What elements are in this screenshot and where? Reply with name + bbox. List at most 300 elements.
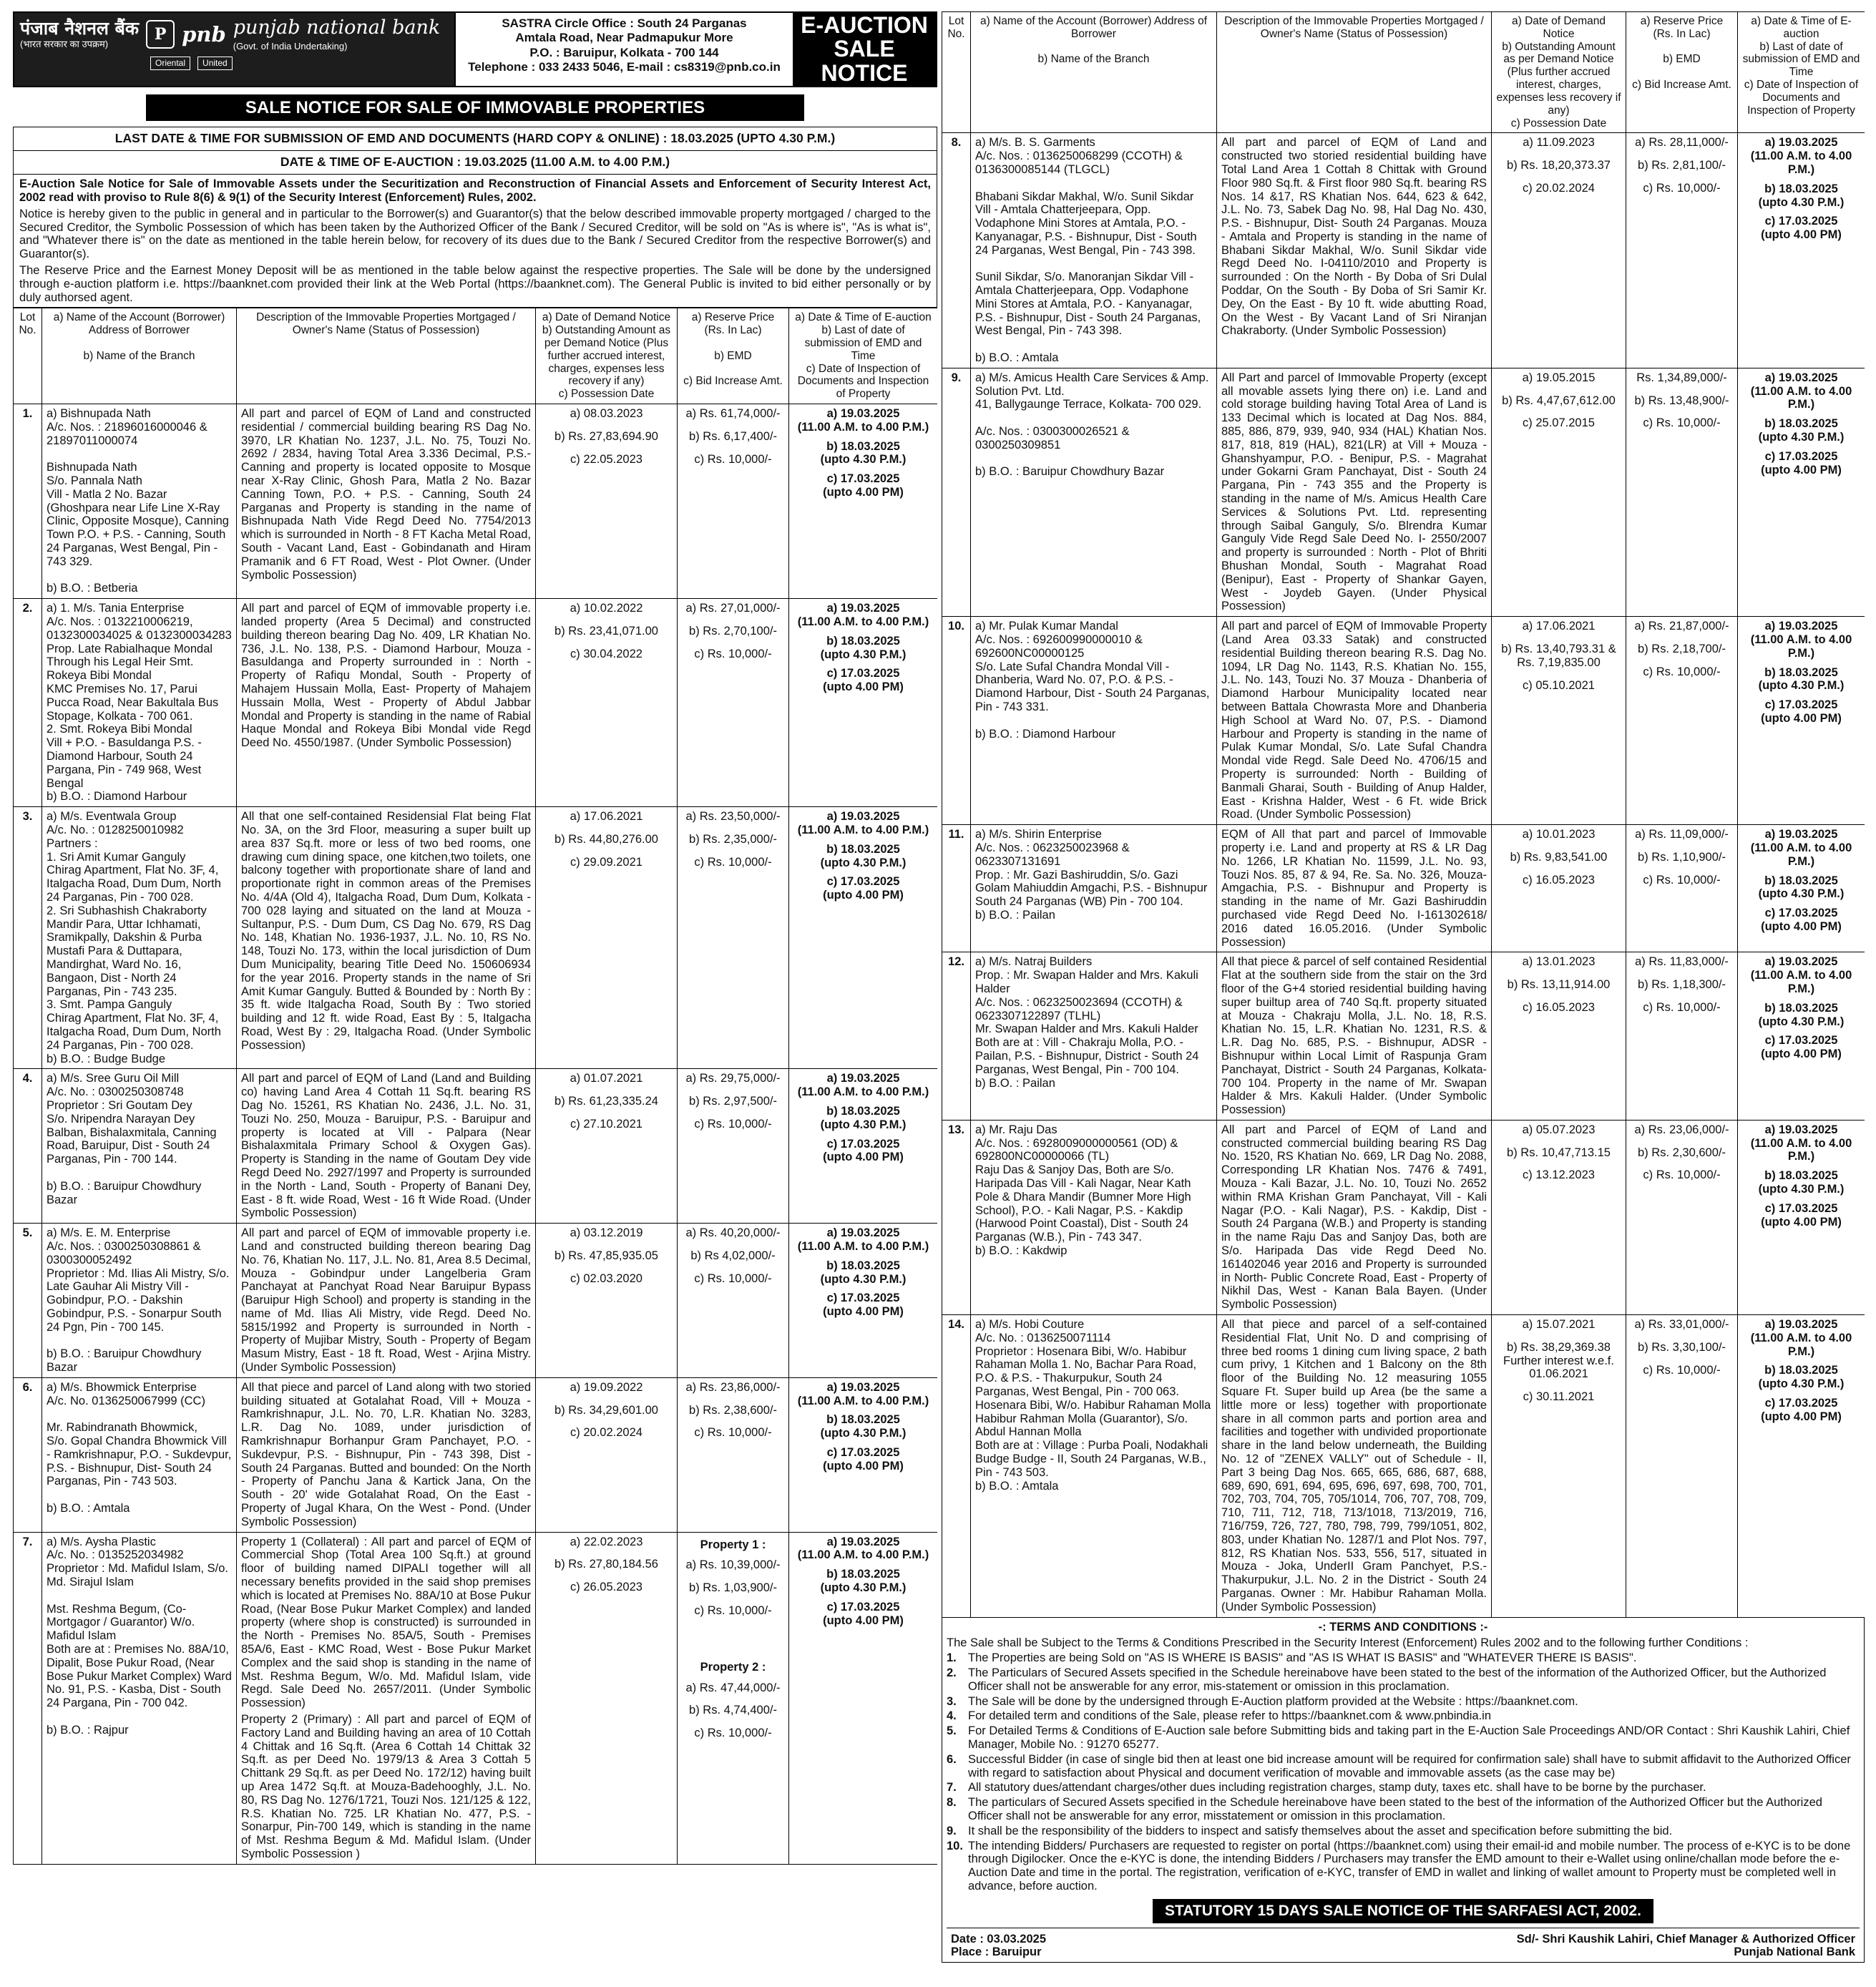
bank-tagline-hindi: (भारत सरकार का उपक्रम) <box>20 38 109 49</box>
outstanding-amount: b) Rs. 9,83,541.00 <box>1510 850 1608 864</box>
demand-date: a) 10.01.2023 <box>1522 828 1596 841</box>
terms-text: The Particulars of Secured Assets specified in the Schedule hereinabove have been stated to the best of the information of the Authorized Officer, but the Authorized Officer shall not be answerable for any error, mis-statement or omission in this proclamation. <box>968 1666 1827 1693</box>
inspection-time: (upto 4.00 PM) <box>823 889 904 902</box>
auction-time: (11.00 A.M. to 4.00 P.M.) <box>797 824 929 836</box>
demand-cell <box>1492 133 1626 368</box>
emd: b) Rs. 13,48,900/- <box>1634 394 1729 407</box>
col-auction: a) Date & Time of E-auction b) Last of date of submission of EMD and Time c) Date of Inspection of Documents and Inspection of Property <box>1738 12 1865 133</box>
emd: b) Rs. 1,18,300/- <box>1638 978 1726 992</box>
notice-header <box>13 11 937 87</box>
description-cell: All that piece and parcel of a self-contained Residential Flat, Unit No. D and comprising of three bed rooms 1 dining cum living space, 2 bath cum privy, 1 Kitchen and 1 Balcony on the 8th floor of the Building No. 12 measuring 1055 Square Ft. Super build up Area (be the same a little more or less) together with proportionate share in all common parts and portion area and facilities and together with undivided proportionate share in the land below underneath, the Building No. 12 of "ZENEX VALLY" out of Schedule - II, Part 3 being Dag Nos. 665, 665, 686, 687, 688, 689, 690, 691, 694, 695, 696, 697, 698, 700, 701, 702, 703, 704, 705, 705/1014, 706, 707, 708, 709, 710, 711, 712, 718, 713/1018, 713/2019, 716, 716/759, 726, 727, 780, 798, 799, 799/1051, 802, 803, under Khatian No. 1287/1 and Plot Nos. 797, 812, RS Khatian Nos. 533, 556, 517, situated in Mouza - Joka, UnderII Gram Panchyet, P.S.- Thakurpukur, J.L. No. 2 in the District - South 24 Parganas. Owner : Mr. Habibur Rahaman Molla. (Under Symbolic Possession) <box>1217 1315 1492 1618</box>
account-cell: a) M/s. Shirin Enterprise A/c. Nos. : 0623250023968 & 0623307131691 Prop. : Mr. Gazi Bashiruddin, S/o. Gazi Golam Mahiuddin Amgachi, P.S. - Bishnupur South 24 Parganas (WB) Pin - 700 104. b) B.O. : Pailan <box>971 825 1217 952</box>
demand-date: a) 19.09.2022 <box>570 1380 643 1394</box>
auction-date: a) 19.03.2025 <box>826 407 900 421</box>
terms-item <box>947 1709 1860 1723</box>
bid-increase: c) Rs. 10,000/- <box>694 1271 772 1285</box>
col-lot: Lot No. <box>14 308 42 404</box>
outstanding-amount: b) Rs. 38,29,369.38 Further interest w.e.f. 01.06.2021 <box>1503 1340 1614 1381</box>
auction-cell <box>1738 825 1865 952</box>
auction-date: a) 19.03.2025 <box>826 1072 900 1085</box>
circle-office-address <box>454 13 793 86</box>
emd-last-time: (upto 4.30 P.M.) <box>1758 1183 1845 1196</box>
demand-date: a) 17.06.2021 <box>1522 620 1596 633</box>
auction-date: a) 19.03.2025 <box>1764 371 1838 384</box>
reserve-cell <box>678 807 789 1069</box>
lot-number: 12. <box>942 952 971 1121</box>
lot-number: 8. <box>942 133 971 368</box>
col-auction: a) Date & Time of E-auction b) Last of date of submission of EMD and Time c) Date of Inspection of Documents and Inspection of Property <box>789 308 938 404</box>
emd-last-date: b) 18.03.2025 <box>826 634 900 648</box>
demand-cell <box>536 404 678 599</box>
terms-text: The particulars of Secured Assets specified in the Schedule hereinabove have been stated to the best of the information of the Authorized Officer but the Authorized Officer shall not be answerable for any error, misstatement or omission in this proclamation. <box>968 1796 1822 1822</box>
right-column <box>942 11 1865 1976</box>
auction-cell <box>1738 1120 1865 1314</box>
reserve-price: a) Rs. 28,11,000/- <box>1635 136 1729 150</box>
terms-item <box>947 1651 1860 1665</box>
bank-name-english: punjab national bank <box>233 16 441 39</box>
lot-number: 5. <box>14 1224 42 1378</box>
table-row <box>942 1315 1865 1618</box>
emd-last-date: b) 18.03.2025 <box>1764 665 1838 679</box>
inspection-date: c) 17.03.2025 <box>826 472 900 486</box>
emd-last-date: b) 18.03.2025 <box>826 439 900 453</box>
demand-cell <box>1492 1120 1626 1314</box>
emd-last-time: (upto 4.30 P.M.) <box>1758 887 1845 901</box>
auction-time: (11.00 A.M. to 4.00 P.M.) <box>1750 1331 1852 1358</box>
inspection-time: (upto 4.00 PM) <box>1761 919 1842 933</box>
lot-number: 11. <box>942 825 971 952</box>
inspection-time: (upto 4.00 PM) <box>823 1305 904 1319</box>
lots-body-left <box>14 404 938 1533</box>
emd-last-date: b) 18.03.2025 <box>1764 182 1838 195</box>
auction-cell <box>789 807 938 1069</box>
col-description: Description of the Immovable Properties Mortgaged / Owner's Name (Status of Possession) <box>1217 12 1492 133</box>
terms-text: All statutory dues/attendant charges/other dues including registration charges, stamp duty, taxes etc. shall have to be borne by the purchaser. <box>968 1781 1706 1795</box>
inspection-date: c) 17.03.2025 <box>1764 1201 1838 1215</box>
demand-date: a) 05.07.2023 <box>1522 1123 1596 1136</box>
auction-time: (11.00 A.M. to 4.00 P.M.) <box>797 1239 929 1253</box>
possession-date: c) 29.09.2021 <box>570 855 643 869</box>
emd-last-time: (upto 4.30 P.M.) <box>820 856 907 869</box>
emd: b) Rs. 2,38,600/- <box>689 1403 777 1417</box>
auction-time: (11.00 A.M. to 4.00 P.M.) <box>1750 384 1852 411</box>
terms-number: 4. <box>947 1709 957 1723</box>
demand-cell <box>536 807 678 1069</box>
description-cell: All that one self-contained Residensial Flat being Flat No. 3A, on the 3rd Floor, measuring a super built up area 837 Sq.ft. more or less of two bed rooms, one drawing cum dining space, one kitchen,two toilets, one balcony together with proportionate share of land and proportionate right in common areas of the Premises No. 4/4A (Old 4), Italgacha Road, Dum Dum, Kolkata - 700 028 laying and situated on the land at Mouza - Sultanpur, P.S. - Dum Dum, CS Dag No. 679, RS Dag No. 148, Khatian No. 1936-1937, J.L. No. 10, RS No. 148, Touzi No. 173, within the local jurisdiction of Dum Dum Municipality, bearing Title Deed No. 150606934 for the year 2016. Property stands in the name of Sri Amit Kumar Ganguly. Butted & Bounded by : North By : 35 ft. wide Italgacha Road, South By : Two storied building and 12 ft. wide Road, East By : 5, Italgacha Road, West By : 29, Italgacha Road. (Under Symbolic Possession) <box>237 807 536 1069</box>
table-row <box>14 404 938 599</box>
lots-table-left <box>13 308 937 1864</box>
bid-increase: c) Rs. 10,000/- <box>1643 181 1721 195</box>
emd-last-time: (upto 4.30 P.M.) <box>1758 679 1845 693</box>
auction-date: a) 19.03.2025 <box>826 1226 900 1240</box>
outstanding-amount: b) Rs. 34,29,601.00 <box>555 1403 658 1417</box>
demand-cell <box>536 1377 678 1532</box>
description-cell: All part and Parcel of EQM of Land and constructed commercial building bearing RS Dag No. 1520, RS Khatian No. 669, LR Dag No. 2088, Corresponding LR Khatian Nos. 7476 & 7491, Mouza - Kali Bazar, J.L. No. 10, Touzi No. 2652 within RMA Krishan Gram Panchayat, Vill - Kali Nagar (P.O. - Kali Nagar), P.S. - Kakdip, Dist - South 24 Pargana (W.B.) and Property is standing in the name Raju Das and Sanjoy Das, both are S/o. Haripada Das vide Regd Deed No. 161402046 year 2016 and Property is surrounded in North- Public Concrete Road, East - Property of Nikhil Das, West - Kanan Bala Bayen. (Under Symbolic Possession) <box>1217 1120 1492 1314</box>
auction-cell <box>1738 617 1865 825</box>
bid-increase: c) Rs. 10,000/- <box>694 1426 772 1440</box>
left-column <box>13 11 937 1976</box>
terms-text: The Properties are being Sold on "AS IS WHERE IS BASIS" and "AS IS WHAT IS BASIS" and "WHATEVER THERE IS BASIS". <box>968 1651 1637 1665</box>
reserve-price: Rs. 1,34,89,000/- <box>1636 371 1727 384</box>
auction-date: a) 19.03.2025 <box>826 810 900 824</box>
table-row <box>14 1532 938 1864</box>
inspection-time: (upto 4.00 PM) <box>823 1613 904 1627</box>
terms-item <box>947 1781 1860 1795</box>
reserve-cell <box>1626 952 1738 1121</box>
reserve-price: a) Rs. 40,20,000/- <box>685 1226 781 1240</box>
notice-date: Date : 03.03.2025 <box>951 1932 1047 1945</box>
demand-date: a) 08.03.2023 <box>570 407 643 421</box>
auction-date: a) 19.03.2025 <box>1764 136 1838 150</box>
emd-last-time: (upto 4.30 P.M.) <box>820 1427 907 1440</box>
inspection-date: c) 17.03.2025 <box>1764 1397 1838 1410</box>
account-cell: a) M/s. B. S. Garments A/c. Nos. : 0136250068299 (CCOTH) & 0136300085144 (TLGCL) Bhabani Sikdar Makhal, W/o. Sunil Sikdar Vill - Amtala Chatterjeepara, Opp. Vodaphone Mini Stores at Amtala, P.O. - Kanyanagar, P.S. - Bishnupur, Dist - South 24 Parganas, West Bengal, Pin - 743 398. Sunil Sikdar, S/o. Manoranjan Sikdar Vill - Amtala Chatterjeepara, Opp. Vodaphone Mini Stores at Amtala, P.O. - Kanyanagar, P.S. - Bishnupur, Dist - South 24 Parganas, West Bengal, Pin - 743 398. b) B.O. : Amtala <box>971 133 1217 368</box>
notice-intro <box>13 127 937 308</box>
sale-notice-title: SALE NOTICE FOR SALE OF IMMOVABLE PROPERTIES <box>146 94 804 121</box>
property-2-label: Property 2 : <box>700 1660 766 1674</box>
terms-item <box>947 1825 1860 1838</box>
emd-last-date: b) 18.03.2025 <box>826 842 900 856</box>
description-cell: All part and parcel of EQM of immovable property i.e. landed property (Area 5 Decimal) and constructed building thereon bearing Dag No. 409, LR Khatian No. 736, J.L. No. 138, P.S. - Diamond Harbour, Mouza - Basuldanga and Property surrounded in : North - Property of Rafiqu Mondal, South - Property of Mahajem Hussain Molla, East- Property of Mahajem Hussain Molla, West - Property of Abdul Jabbar Mondal and Property is standing in the name of Rabial Haque Mondal and Rokeya Bibi Mondal vide Regd Deed No. 4550/1987. (Under Symbolic Possession) <box>237 599 536 807</box>
description-cell: All part and parcel of EQM of Land (Land and Building co) having Land Area 4 Cottah 11 Sq.ft. bearing RS Dag No. 15261, RS Khatian No. 2436, J.L. No. 31, Touzi No. 250, Mouza - Baruipur, P.S. - Baruipur and property is located at Vill - Palpara (Near Bishalaxmitala Primary School & Oxygen Gas). Property is Standing in the name of Goutam Dey vide Regd Deed No. 2927/1997 and Property is surrounded in the North - Land, South - Property of Banani Dey, East - 8 ft. wide Road, West - 16 ft Wide Road. (Under Symbolic Possession) <box>237 1069 536 1224</box>
inspection-date: c) 17.03.2025 <box>826 1446 900 1460</box>
demand-cell <box>1492 825 1626 952</box>
bank-logo-block <box>14 13 454 86</box>
reserve-cell <box>1626 825 1738 952</box>
demand-date: a) 10.02.2022 <box>570 602 643 615</box>
terms-list <box>947 1651 1860 1893</box>
emd: b) Rs. 2,70,100/- <box>689 625 777 638</box>
table-row <box>942 1120 1865 1314</box>
description-cell: All part and parcel of EQM of immovable property i.e. Land and constructed building thereon bearing Dag No. 76, Khatian No. 117, J.L. No. 81, Area 8.5 Decimal, Mouza - Gobindpur under Langelberia Gram Panchayat at Panchyat Road Near Baruipur Bypass (Baruipur High School) and property is standing in the name of Md. Ilias Ali Mistry, vide Regd. Deed No. 5815/1992 and Property is surrounded in North - Property of Mujibar Mistry, South - Property of Begam Masum Mistry, East - 18 ft. Road, West - Arjina Mistry. (Under Symbolic Possession) <box>237 1224 536 1378</box>
terms-intro: The Sale shall be Subject to the Terms & Conditions Prescribed in the Security Interest (Enforcement) Rules 2002 and to the following further Conditions : <box>947 1636 1749 1650</box>
reserve-cell <box>678 599 789 807</box>
emd-last-date: b) 18.03.2025 <box>826 1259 900 1272</box>
inspection-time: (upto 4.00 PM) <box>1761 1048 1842 1061</box>
inspection-date: c) 17.03.2025 <box>1764 698 1838 712</box>
bid-increase: c) Rs. 10,000/- <box>694 1604 772 1618</box>
emd-last-time: (upto 4.30 P.M.) <box>820 1581 907 1595</box>
lots-body-right <box>942 133 1865 1617</box>
auction-cell <box>1738 368 1865 616</box>
possession-date: c) 22.05.2023 <box>570 452 643 466</box>
demand-cell <box>1492 617 1626 825</box>
emd: b) Rs. 6,17,400/- <box>689 429 777 443</box>
lot-number: 13. <box>942 1120 971 1314</box>
intro-paragraph: The Reserve Price and the Earnest Money Deposit will be as mentioned in the table below against the respective properties. The Sale will be done by the undersigned through e-auction platform i.e. https://baanknet.com provided their link at the Web Portal (https://baanknet.com). The General Public is invited to bid either personally or by duly authorsed agent. <box>19 264 931 304</box>
demand-cell <box>1492 368 1626 616</box>
emd-last-time: (upto 4.30 P.M.) <box>820 648 907 661</box>
emd-last-time: (upto 4.30 P.M.) <box>820 1118 907 1131</box>
auction-cell <box>789 404 938 599</box>
lot-number: 4. <box>14 1069 42 1224</box>
auction-time: (11.00 A.M. to 4.00 P.M.) <box>797 1085 929 1099</box>
terms-text: Successful Bidder (in case of single bid then at least one bid increase amount will be required for confirmation sale) shall have to submit affidavit to the Authorized Officer with regard to satisfaction about Physical and document verification of movable and immovable assets (as the case may be) <box>968 1752 1851 1779</box>
terms-text: It shall be the responsibility of the bidders to inspect and satisfy themselves about the asset and specification before submitting the bid. <box>968 1824 1673 1837</box>
emd: b) Rs. 2,97,500/- <box>689 1095 777 1108</box>
intro-paragraph: Notice is hereby given to the public in general and in particular to the Borrower(s) and Guarantor(s) that the below described immovable property mortgaged / charged to the Secured Creditor, the Symbolic Possession of which has been taken by the Authorized Officer of the Bank / Secured Creditor, will be sold on "As is where is", "As is what is", and "Whatever there is" on the date as mentioned in the table herein below, for recovery of its dues due to the Bank / Secured Creditor from the respective Borrower(s) and Guarantor(s). <box>19 207 931 261</box>
reserve-cell <box>678 1532 789 1864</box>
lots-table-right <box>942 11 1865 1618</box>
demand-date: a) 11.09.2023 <box>1523 136 1595 150</box>
reserve-cell <box>678 404 789 599</box>
account-cell: a) M/s. Natraj Builders Prop. : Mr. Swapan Halder and Mrs. Kakuli Halder A/c. Nos. : 0623250023694 (CCOTH) & 0623307122897 (TLHL) Mr. Swapan Halder and Mrs. Kakuli Halder Both are at : Vill - Chakraju Molla, P.O. - Pailan, P.S. - Bishnupur, District - South 24 Parganas, West Bengal, Pin - 700 104. b) B.O. : Pailan <box>971 952 1217 1121</box>
outstanding-amount: b) Rs. 4,47,67,612.00 <box>1502 394 1616 407</box>
inspection-time: (upto 4.00 PM) <box>823 1151 904 1164</box>
bid-increase: c) Rs. 10,000/- <box>1643 873 1721 887</box>
emd: b) Rs. 2,35,000/- <box>689 833 777 846</box>
col-demand: a) Date of Demand Notice b) Outstanding Amount as per Demand Notice (Plus further accrued interest, charges, expenses less recovery if any) c) Possession Date <box>1492 12 1626 133</box>
emd-last-time: (upto 4.30 P.M.) <box>820 1272 907 1286</box>
reserve-cell <box>678 1377 789 1532</box>
signatory: Sd/- Shri Kaushik Lahiri, Chief Manager & Authorized Officer <box>1516 1932 1855 1945</box>
demand-cell <box>536 1224 678 1378</box>
signature-block <box>947 1928 1860 1960</box>
bid-increase: c) Rs. 10,000/- <box>1643 1168 1721 1182</box>
terms-number: 8. <box>947 1796 957 1810</box>
emd-last-date: b) 18.03.2025 <box>1764 874 1838 887</box>
inspection-time: (upto 4.00 PM) <box>1761 228 1842 242</box>
bid-increase: c) Rs. 10,000/- <box>1643 1363 1721 1377</box>
possession-date: c) 05.10.2021 <box>1523 678 1595 692</box>
terms-number: 6. <box>947 1752 957 1766</box>
terms-text: For detailed term and conditions of the Sale, please refer to https://baanknet.com & www.pnbindia.in <box>968 1709 1492 1723</box>
possession-date: c) 26.05.2023 <box>570 1581 643 1594</box>
outstanding-amount: b) Rs. 47,85,935.05 <box>555 1249 658 1262</box>
auction-time: (11.00 A.M. to 4.00 P.M.) <box>1750 150 1852 176</box>
oriental-logo: Oriental <box>150 57 190 71</box>
col-reserve: a) Reserve Price (Rs. In Lac) b) EMD c) Bid Increase Amt. <box>1626 12 1738 133</box>
auction-cell <box>789 599 938 807</box>
auction-time: (11.00 A.M. to 4.00 P.M.) <box>797 420 929 434</box>
outstanding-amount: b) Rs. 18,20,373.37 <box>1507 159 1611 172</box>
inspection-time: (upto 4.00 PM) <box>1761 1215 1842 1229</box>
emd-last-time: (upto 4.30 P.M.) <box>1758 195 1845 209</box>
account-cell: a) Mr. Pulak Kumar Mandal A/c. Nos. : 692600990000010 & 692600NC00000125 S/o. Late Sufal Chandra Mondal Vill - Dhanberia, Ward No. 07, P.O. & P.S. - Diamond Harbour, Dist - South 24 Parganas, Pin - 743 331. b) B.O. : Diamond Harbour <box>971 617 1217 825</box>
col-lot: Lot No. <box>942 12 971 133</box>
table-row <box>942 617 1865 825</box>
demand-date: a) 17.06.2021 <box>570 810 643 824</box>
emd-last-date: b) 18.03.2025 <box>826 1104 900 1118</box>
demand-date: a) 01.07.2021 <box>570 1072 643 1085</box>
terms-text: The intending Bidders/ Purchasers are requested to register on portal (https://baanknet.com) using their email-id and mobile number. The process of e-KYC is to be done through Digilocker. Once the e-KYC is done, the intending Bidders / Purchasers may transfer the EMD amount to their e-Wallet using online/challan mode before the e-Auction Date and time in the portal. The registration, verification of e-KYC, transfer of EMD in wallet and linking of wallet amount to Property must be completed well in advance, before auction. <box>968 1839 1851 1893</box>
terms-number: 3. <box>947 1694 957 1708</box>
col-demand: a) Date of Demand Notice b) Outstanding Amount as per Demand Notice (Plus further accrued interest, charges, expenses less recovery if any) c) Possession Date <box>536 308 678 404</box>
bid-increase: c) Rs. 10,000/- <box>694 855 772 869</box>
lot-number: 14. <box>942 1315 971 1618</box>
auction-time: (11.00 A.M. to 4.00 P.M.) <box>797 615 929 629</box>
emd-last-date: b) 18.03.2025 <box>1764 417 1838 431</box>
inspection-date: c) 17.03.2025 <box>1764 1034 1838 1048</box>
auction-date: a) 19.03.2025 <box>1764 620 1838 633</box>
description-cell: All part and parcel of EQM of Land and constructed residential / commercial building bearing RS Dag No. 3970, LR Khatian No. 1237, J.L. No. 75, Touzi No. 2692 / 2834, having Total Area 3.336 Decimal, P.S.- Canning and property is located opposite to Mosque near X-Ray Clinic, Ghosh Para, Matla 2 No. Bazar Canning Town, P.O. + P.S. - Canning, South 24 Parganas and Property is standing in the name of Bishnupada Nath Vide Regd Deed No. 7754/2013 which is surrounded in North - 8 FT Kacha Metal Road, South - Vacant Land, East - Gobindanath and Hiram Pramanik and 6 FT Road, West - Plot Owner. (Under Symbolic Possession) <box>237 404 536 599</box>
terms-number: 2. <box>947 1666 957 1679</box>
table-row <box>14 1069 938 1224</box>
table-row <box>942 825 1865 952</box>
inspection-date: c) 17.03.2025 <box>826 875 900 889</box>
emd-last-date: b) 18.03.2025 <box>1764 1001 1838 1015</box>
inspection-time: (upto 4.00 PM) <box>823 486 904 499</box>
property-2-description: Property 2 (Primary) : All part and parcel of EQM of Factory Land and Building having an area of 10 Cottah 4 Chittak and 16 Sq.ft. (Area 6 Cottah 14 Chittak 32 Sq.ft. as per Deed No. 1979/13 & Area 3 Cottah 5 Chittank 29 Sq.ft. as per Deed No. 172/12) having built up Area 1472 Sq.ft. at Mouza-Badehooghly, J.L. No. 80, RS Dag No. 1276/1721, Touzi Nos. 121/125 & 122, R.S. Khatian No. 725. LR Khatian No. 477, P.S. - Sonarpur, Pin-700 149, which is standing in the name of Mst. Reshma Begum & Md. Mafidul Islam. (Under Symbolic Possession ) <box>241 1713 531 1860</box>
table-row <box>14 1377 938 1532</box>
emd: b) Rs. 1,10,900/- <box>1638 850 1726 864</box>
table-row <box>14 599 938 807</box>
reserve-price: a) Rs. 23,06,000/- <box>1634 1123 1729 1136</box>
pnb-logo-text: pnb <box>182 21 226 47</box>
auction-date-line: DATE & TIME OF E-AUCTION : 19.03.2025 (11.00 A.M. to 4.00 P.M.) <box>14 151 937 175</box>
possession-date: c) 16.05.2023 <box>1523 1000 1595 1014</box>
auction-date: a) 19.03.2025 <box>1764 1318 1838 1332</box>
possession-date: c) 02.03.2020 <box>570 1271 643 1285</box>
bid-increase: c) Rs. 10,000/- <box>1643 416 1721 430</box>
bank-name-hindi: पंजाब नैशनल बैंक <box>20 17 140 39</box>
auction-date: a) 19.03.2025 <box>826 602 900 615</box>
auction-date: a) 19.03.2025 <box>826 1380 900 1394</box>
terms-item <box>947 1840 1860 1893</box>
account-cell: a) M/s. Eventwala Group A/c. No. : 0128250010982 Partners : 1. Sri Amit Kumar Ganguly Chirag Apartment, Flat No. 3F, 4, Italgacha Road, Dum Dum, North 24 Parganas, Pin - 700 028. 2. Sri Subhashish Chakraborty Mandir Para, Uttar Ichhamati, Sramikpally, Dakshin & Purba Mustafi Para & Duttapara, Mandirghat, Ward No. 16, Bangaon, Dist - North 24 Parganas, Pin - 743 235. 3. Smt. Pampa Ganguly Chirag Apartment, Flat No. 3F, 4, Italgacha Road, Dum Dum, North 24 Parganas, Pin - 700 028. b) B.O. : Budge Budge <box>42 807 237 1069</box>
possession-date: c) 25.07.2015 <box>1523 416 1595 430</box>
account-cell: a) M/s. E. M. Enterprise A/c. Nos. : 0300250308861 & 0300300052492 Proprietor : Md. Ilias Ali Mistry, S/o. Late Gauhar Ali Mistry Vill - Gobindpur, P.O. - Dakshin Gobindpur, P.S. - Sonarpur South 24 Pgn, Pin - 700 145. b) B.O. : Baruipur Chowdhury Bazar <box>42 1224 237 1378</box>
account-cell: a) Bishnupada Nath A/c. Nos. : 21896016000046 & 21897011000074 Bishnupada Nath S/o. Pannala Nath Vill - Matla 2 No. Bazar (Ghoshpara near Life Line X-Ray Clinic, Opposite Mosque), Canning Town P.O. + P.S. - Canning, South 24 Parganas, West Bengal, Pin - 743 329. b) B.O. : Betberia <box>42 404 237 599</box>
outstanding-amount: b) Rs. 10,47,713.15 <box>1507 1146 1611 1159</box>
bid-increase: c) Rs. 10,000/- <box>1643 1000 1721 1014</box>
auction-date: a) 19.03.2025 <box>826 1535 900 1548</box>
eauction-line: SALE NOTICE <box>821 36 908 86</box>
col-reserve: a) Reserve Price (Rs. In Lac) b) EMD c) Bid Increase Amt. <box>678 308 789 404</box>
terms-and-conditions <box>942 1618 1865 1963</box>
emd: b) Rs. 3,30,100/- <box>1638 1340 1726 1354</box>
emd-last-date: b) 18.03.2025 <box>1764 1364 1838 1377</box>
emd-last-date: b) 18.03.2025 <box>826 1413 900 1427</box>
outstanding-amount: b) Rs. 61,23,335.24 <box>555 1095 658 1108</box>
description-cell: All that piece & parcel of self contained Residential Flat at the southern side from the stair on the 3rd floor of the G+4 storied residential building having super builtup area of 740 Sq.ft. property situated at Mouza - Chakraju Molla, J.L. No. 18, R.S. Khatian No. 15, L.R. Khatian No. 1231, R.S. & L.R. Dag No. 685, P.S. - Bishnupur, ADSR - Bishnupur within Local Limit of Raspunja Gram Panchayat, District - South 24 Parganas, Kolkata- 700 104. Property in the name of Mr. Swapan Halder & Mrs. Kakuli Halder. (Under Symbolic Possession) <box>1217 952 1492 1121</box>
table-row <box>14 1224 938 1378</box>
emd: b) Rs. 2,30,600/- <box>1638 1146 1726 1159</box>
account-cell: a) M/s. Aysha Plastic A/c. No. : 0135252034982 Proprietor : Md. Mafidul Islam, S/o. Md. Sirajul Islam Mst. Reshma Begum, (Co-Mortgagor / Guarantor) W/o. Mafidul Islam Both are at : Premises No. 88A/10, Dipalit, Bose Pukur Road, (Near Bose Pukur Market Complex) Ward No. 91, P.S. - Kasba, Dist - South 24 Pargana, Pin - 700 042. b) B.O. : Rajpur <box>42 1532 237 1864</box>
col-account: a) Name of the Account (Borrower) Address of Borrower b) Name of the Branch <box>971 12 1217 133</box>
bid-increase: c) Rs. 10,000/- <box>1643 665 1721 678</box>
reserve-cell <box>1626 1120 1738 1314</box>
emd-last-time: (upto 4.30 P.M.) <box>1758 431 1845 444</box>
inspection-date: c) 17.03.2025 <box>826 1292 900 1305</box>
inspection-date: c) 17.03.2025 <box>1764 449 1838 463</box>
property-1-label: Property 1 : <box>700 1538 766 1551</box>
possession-date: c) 16.05.2023 <box>1523 873 1595 887</box>
outstanding-amount: b) Rs. 13,40,793.31 & Rs. 7,19,835.00 <box>1501 643 1616 669</box>
terms-item <box>947 1724 1860 1752</box>
description-cell: EQM of All that part and parcel of Immovable property i.e. Land and property at RS & LR Dag No. 1266, LR Khatian No. 11599, J.L. No. 93, Touzi Nos. 85, 87 & 94, Re. Sa. No. 326, Mouza-Amgachia, P.S. - Bishnupur and Property is standing in the name of Mr. Gazi Bashiruddin purchased vide Regd Deed No. I-161302618/ 2016 dated 16.05.2016. (Under Symbolic Possession) <box>1217 825 1492 952</box>
united-logo: United <box>197 57 233 71</box>
terms-number: 9. <box>947 1824 957 1837</box>
terms-item <box>947 1796 1860 1823</box>
table-row <box>942 368 1865 616</box>
demand-cell <box>536 599 678 807</box>
auction-cell <box>1738 952 1865 1121</box>
description-cell: All Part and parcel of Immovable Property (except all movable assets lying there on) i.e. Land and cold storage building having Total Area of Land is 133 Decimal which is located at Dag Nos. 884, 885, 886, 879, 939, 940, 934 (HAL) Khatian Nos. 817, 818, 819 (HAL), 821(LR) at Vill + Mouza - Ghanshyampur, P.O. - Benipur, P.S. - Magrahat under Gokarni Gram Panchayat, Dist - South 24 Pargana, Pin - 743 355 and the Property is standing in the name of M/s. Amicus Health Care Services & Solutions Pvt. Ltd. representing through Saibal Ganguly, S/o. Blrendra Kumar Ganguly Vide Regd Sale Deed No. I- 2550/2007 and property is surrounded : North - Plot of Bhriti Bhushan Mondal, South - Magrahat Road (Benipur), East - Property of Shankar Gayen, West - Joydeb Gayen. (Under Physical Possession) <box>1217 368 1492 616</box>
reserve-cell <box>1626 368 1738 616</box>
terms-title: -: TERMS AND CONDITIONS :- <box>1318 1620 1488 1634</box>
govt-undertaking: (Govt. of India Undertaking) <box>233 40 348 52</box>
bid-increase: c) Rs. 10,000/- <box>694 1117 772 1131</box>
demand-cell <box>1492 952 1626 1121</box>
reserve-price: a) Rs. 33,01,000/- <box>1634 1318 1729 1332</box>
intro-heading: E-Auction Sale Notice for Sale of Immovable Assets under the Securitization and Reconstruction of Financial Assets and Enforcement of Security Interest Act, 2002 read with proviso to Rule 8(6) & 9(1) of the Security Interest (Enforcement) Rules, 2002. <box>19 177 931 205</box>
statutory-banner: STATUTORY 15 DAYS SALE NOTICE OF THE SARFAESI ACT, 2002. <box>1153 1899 1653 1923</box>
reserve-cell <box>1626 617 1738 825</box>
demand-cell <box>536 1532 678 1864</box>
reserve-price: a) Rs. 29,75,000/- <box>685 1072 781 1085</box>
possession-date: c) 20.02.2024 <box>1523 181 1595 195</box>
terms-number: 1. <box>947 1651 957 1665</box>
bid-increase: c) Rs. 10,000/- <box>694 1727 772 1740</box>
emd-last-date: b) 18.03.2025 <box>826 1568 900 1581</box>
account-cell: a) Mr. Raju Das A/c. Nos. : 6928009000000561 (OD) & 692800NC00000066 (TL) Raju Das & Sanjoy Das, Both are S/o. Haripada Das Vill - Kali Nagar, Near Kath Pole & Dhara Mandir (Bumner More High School), P.O. - Kali Nagar, P.S. - Kakdip (Harwood Point Coastal), Dist - South 24 Parganas (W.B.), Pin - 743 347. b) B.O. : Kakdwip <box>971 1120 1217 1314</box>
reserve-price: a) Rs. 21,87,000/- <box>1634 620 1729 633</box>
auction-date: a) 19.03.2025 <box>1764 955 1838 969</box>
lot-7 <box>14 1532 938 1864</box>
emd-last-time: (upto 4.30 P.M.) <box>820 453 907 467</box>
office-line: P.O. : Baruipur, Kolkata - 700 144 <box>529 45 719 59</box>
inspection-date: c) 17.03.2025 <box>1764 215 1838 228</box>
table-row <box>942 952 1865 1121</box>
account-cell: a) M/s. Bhowmick Enterprise A/c. No. 0136250067999 (CC) Mr. Rabindranath Bhowmick, S/o. Gopal Chandra Bhowmick Vill - Ramkrishnapur, P.O. - Sukdevpur, P.S. - Bishnupur, Dist- South 24 Parganas, Pin - 743 503. b) B.O. : Amtala <box>42 1377 237 1532</box>
emd: b) Rs 4,02,000/- <box>690 1249 776 1262</box>
description-cell <box>237 1532 536 1864</box>
inspection-date: c) 17.03.2025 <box>826 667 900 680</box>
auction-time: (11.00 A.M. to 4.00 P.M.) <box>1750 1136 1852 1163</box>
lot-number: 10. <box>942 617 971 825</box>
col-description: Description of the Immovable Properties Mortgaged / Owner's Name (Status of Possession) <box>237 308 536 404</box>
lot-number: 1. <box>14 404 42 599</box>
table-row <box>14 807 938 1069</box>
terms-text: The Sale will be done by the undersigned through E-Auction platform provided at the Website : https://baanknet.com. <box>968 1694 1578 1708</box>
lot-number: 6. <box>14 1377 42 1532</box>
lot-number: 7. <box>14 1532 42 1864</box>
account-cell: a) M/s. Amicus Health Care Services & Amp. Solution Pvt. Ltd. 41, Ballygaunge Terrace, Kolkata- 700 029. A/c. Nos. : 0300300026521 & 0300250309851 b) B.O. : Baruipur Chowdhury Bazar <box>971 368 1217 616</box>
outstanding-amount: b) Rs. 27,83,694.90 <box>555 429 658 443</box>
demand-date: a) 22.02.2023 <box>570 1535 643 1548</box>
eauction-badge <box>793 13 936 86</box>
inspection-date: c) 17.03.2025 <box>826 1600 900 1613</box>
auction-date: a) 19.03.2025 <box>1764 1123 1838 1136</box>
terms-number: 10. <box>947 1839 963 1852</box>
table-row <box>942 133 1865 368</box>
emd-last-date: b) 18.03.2025 <box>1764 1169 1838 1183</box>
reserve-price: a) Rs. 47,44,000/- <box>685 1681 781 1694</box>
auction-cell <box>789 1377 938 1532</box>
bid-increase: c) Rs. 10,000/- <box>694 452 772 466</box>
office-line: SASTRA Circle Office : South 24 Parganas <box>502 16 747 30</box>
description-cell: All part and parcel of EQM of Land and constructed two storied residential building have Total Land Area 1 Cottah 8 Chittak with Ground Floor 980 Sq.ft. & First floor 980 Sq.ft. bearing RS Nos. 14 &17, RS Khatian Nos. 644, 623 & 642, J.L. No. 73, Sabek Dag No. 98, Hal Dag No. 430, P.S. - Bishnupur, Dist- South 24 Parganas. Mouza - Amtala and Property is standing in the name of Bhabani Sikdar Makhal, W/o. Sunil Sikdar vide Regd Deed No. I-04110/2010 and Property is surrounded : On the North - By Doba of Sri Dulal Poddar, On the South - By Doba of Sri Samir Kr. Dey, On the East - By 10 ft. wide abutting Road, On the West - By Vacant Land of Sri Niranjan Chakraborty. (Under Symbolic Possession) <box>1217 133 1492 368</box>
outstanding-amount: b) Rs. 27,80,184.56 <box>555 1558 658 1571</box>
pnb-logo-icon: P <box>146 20 175 49</box>
lot-number: 2. <box>14 599 42 807</box>
reserve-cell <box>1626 133 1738 368</box>
reserve-price: a) Rs. 23,50,000/- <box>685 810 781 824</box>
demand-date: a) 19.05.2015 <box>1522 371 1596 384</box>
demand-date: a) 13.01.2023 <box>1522 955 1596 969</box>
terms-number: 7. <box>947 1781 957 1795</box>
terms-item <box>947 1753 1860 1780</box>
bank-name: Punjab National Bank <box>1734 1945 1855 1959</box>
demand-cell <box>1492 1315 1626 1618</box>
merged-banks <box>20 57 449 71</box>
reserve-price: a) Rs. 10,39,000/- <box>685 1558 781 1572</box>
emd: b) Rs. 4,74,400/- <box>689 1704 777 1717</box>
inspection-time: (upto 4.00 PM) <box>1761 1410 1842 1423</box>
last-date-line: LAST DATE & TIME FOR SUBMISSION OF EMD AND DOCUMENTS (HARD COPY & ONLINE) : 18.03.2025 (UPTO 4.30 P.M.) <box>14 127 937 151</box>
reserve-cell <box>678 1224 789 1378</box>
